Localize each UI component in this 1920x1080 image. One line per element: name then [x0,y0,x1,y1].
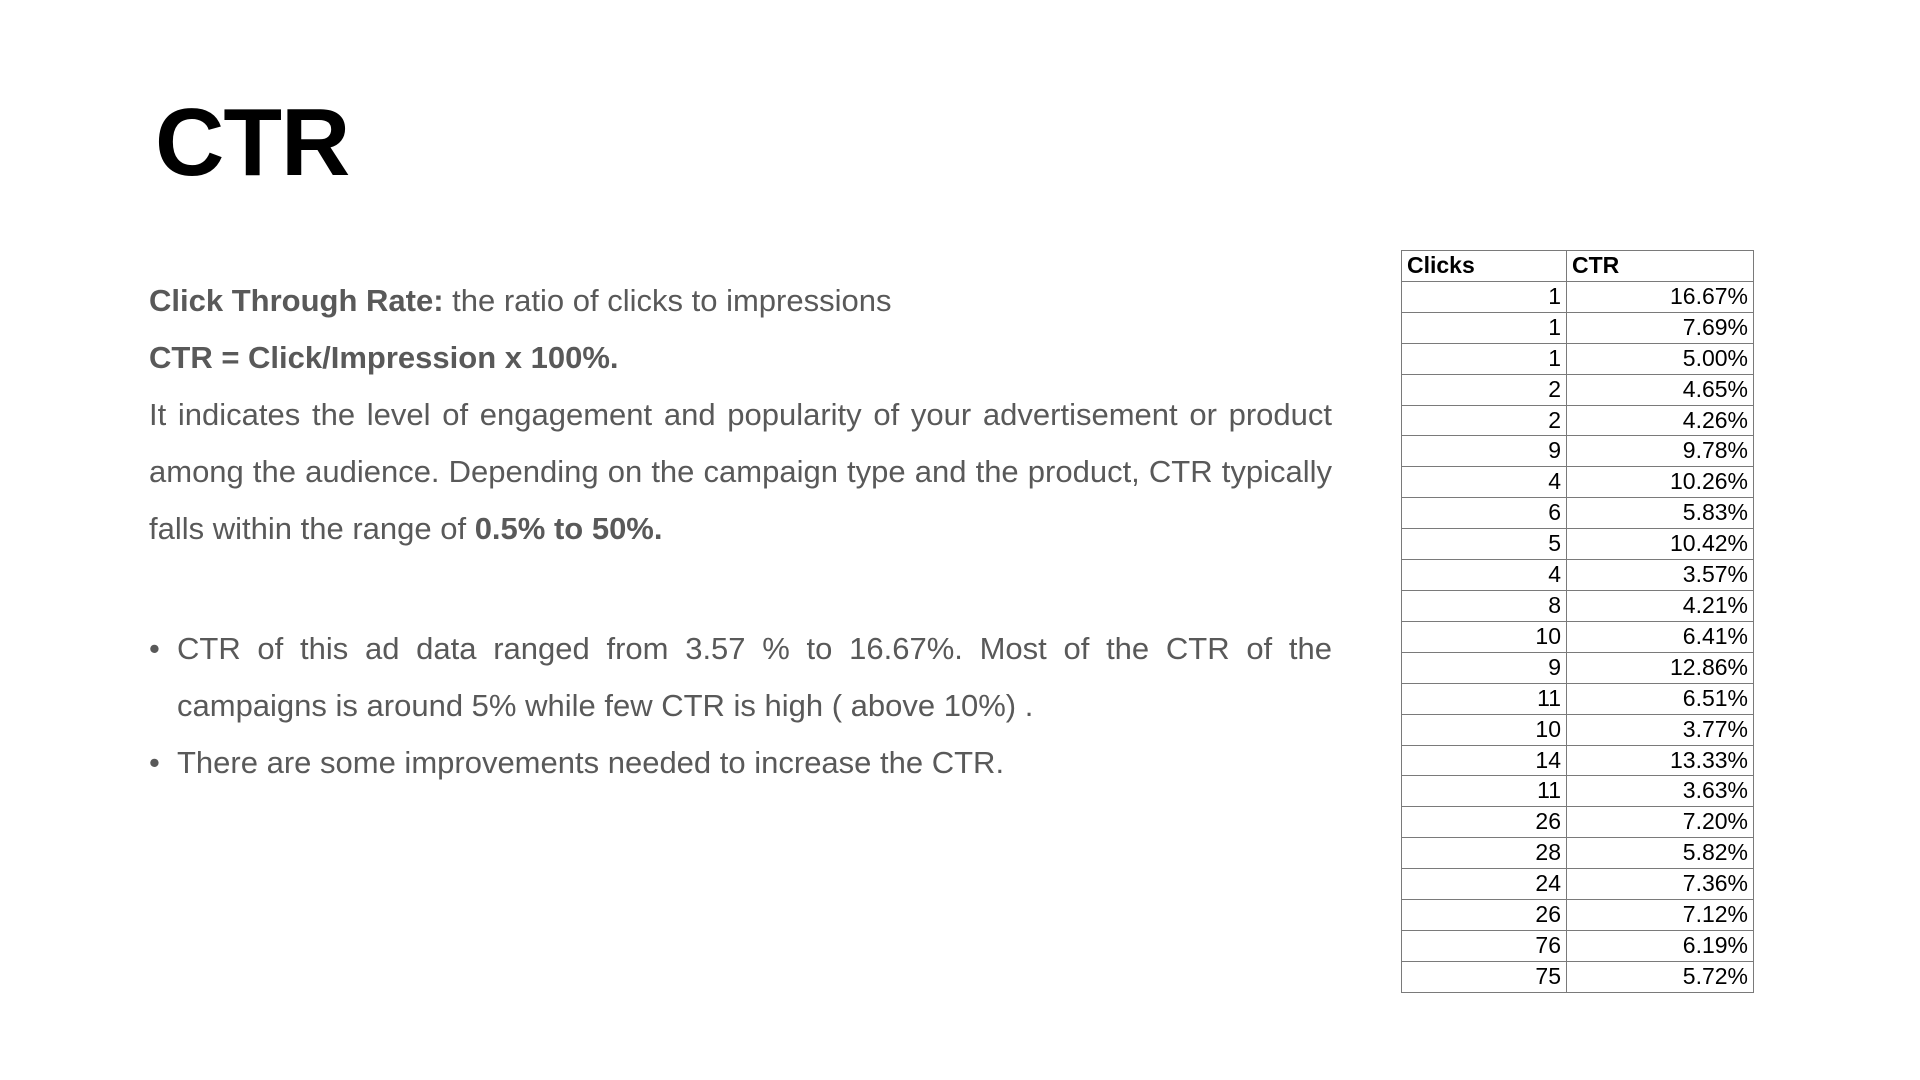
cell-ctr: 4.21% [1567,590,1754,621]
cell-ctr: 10.42% [1567,529,1754,560]
cell-ctr: 9.78% [1567,436,1754,467]
cell-clicks: 1 [1402,281,1567,312]
page-title: CTR [155,89,350,196]
spacer [149,557,1332,620]
table-row [1402,343,1754,374]
header-ctr: CTR [1567,251,1754,282]
table-row [1402,374,1754,405]
cell-ctr: 7.36% [1567,869,1754,900]
description-range: 0.5% to 50%. [474,511,663,546]
cell-ctr: 10.26% [1567,467,1754,498]
table-row [1402,900,1754,931]
table-row [1402,560,1754,591]
cell-clicks: 10 [1402,621,1567,652]
table-row [1402,281,1754,312]
table-header-row [1402,251,1754,282]
definition-line [149,272,1332,329]
table-row [1402,930,1754,961]
cell-ctr: 16.67% [1567,281,1754,312]
cell-ctr: 7.12% [1567,900,1754,931]
table-row [1402,529,1754,560]
cell-ctr: 7.69% [1567,312,1754,343]
cell-ctr: 5.72% [1567,961,1754,992]
formula-text: CTR = Click/Impression x 100%. [149,340,619,375]
cell-clicks: 2 [1402,374,1567,405]
table-row [1402,590,1754,621]
cell-clicks: 26 [1402,807,1567,838]
cell-clicks: 14 [1402,745,1567,776]
bullet-dot: • [149,745,160,780]
cell-ctr: 3.63% [1567,776,1754,807]
cell-ctr: 5.83% [1567,498,1754,529]
cell-ctr: 6.19% [1567,930,1754,961]
table-row [1402,961,1754,992]
cell-ctr: 3.77% [1567,714,1754,745]
cell-clicks: 11 [1402,776,1567,807]
table-row [1402,498,1754,529]
cell-ctr: 6.51% [1567,683,1754,714]
cell-clicks: 75 [1402,961,1567,992]
cell-ctr: 12.86% [1567,652,1754,683]
cell-ctr: 3.57% [1567,560,1754,591]
header-clicks: Clicks [1402,251,1567,282]
content-block [149,272,1332,791]
cell-clicks: 4 [1402,560,1567,591]
table-row [1402,714,1754,745]
table-row [1402,405,1754,436]
table-body [1402,281,1754,992]
cell-ctr: 7.20% [1567,807,1754,838]
cell-ctr: 4.26% [1567,405,1754,436]
formula-line [149,329,1332,386]
cell-clicks: 11 [1402,683,1567,714]
table-row [1402,776,1754,807]
cell-clicks: 10 [1402,714,1567,745]
table-row [1402,652,1754,683]
cell-clicks: 28 [1402,838,1567,869]
cell-ctr: 13.33% [1567,745,1754,776]
cell-clicks: 2 [1402,405,1567,436]
description-text: It indicates the level of engagement and popularity of your advertisement or product among the audience. Depending on the campaign type and the product, CTR typically falls within the range of [149,397,1332,546]
cell-clicks: 6 [1402,498,1567,529]
table-row [1402,683,1754,714]
cell-clicks: 8 [1402,590,1567,621]
table-row [1402,807,1754,838]
bullet-text: CTR of this ad data ranged from 3.57 % to 16.67%. Most of the CTR of the campaigns is around 5% while few CTR is high ( above 10%) . [177,631,1332,723]
cell-clicks: 1 [1402,343,1567,374]
cell-clicks: 9 [1402,436,1567,467]
bullet-dot: • [149,631,160,666]
cell-clicks: 26 [1402,900,1567,931]
bullet-text: There are some improvements needed to increase the CTR. [177,745,1005,780]
bullet-item [149,734,1332,791]
cell-ctr: 5.82% [1567,838,1754,869]
table-row [1402,621,1754,652]
table-row [1402,436,1754,467]
table-row [1402,869,1754,900]
ctr-table [1401,250,1754,993]
cell-ctr: 6.41% [1567,621,1754,652]
cell-clicks: 4 [1402,467,1567,498]
table-row [1402,838,1754,869]
definition-term: Click Through Rate: [149,283,444,318]
cell-clicks: 24 [1402,869,1567,900]
table-row [1402,312,1754,343]
cell-ctr: 4.65% [1567,374,1754,405]
cell-clicks: 1 [1402,312,1567,343]
bullet-list [149,620,1332,791]
cell-ctr: 5.00% [1567,343,1754,374]
definition-text: the ratio of clicks to impressions [443,283,892,318]
cell-clicks: 9 [1402,652,1567,683]
cell-clicks: 5 [1402,529,1567,560]
table-row [1402,745,1754,776]
description-paragraph [149,386,1332,557]
bullet-item [149,620,1332,734]
cell-clicks: 76 [1402,930,1567,961]
table-row [1402,467,1754,498]
